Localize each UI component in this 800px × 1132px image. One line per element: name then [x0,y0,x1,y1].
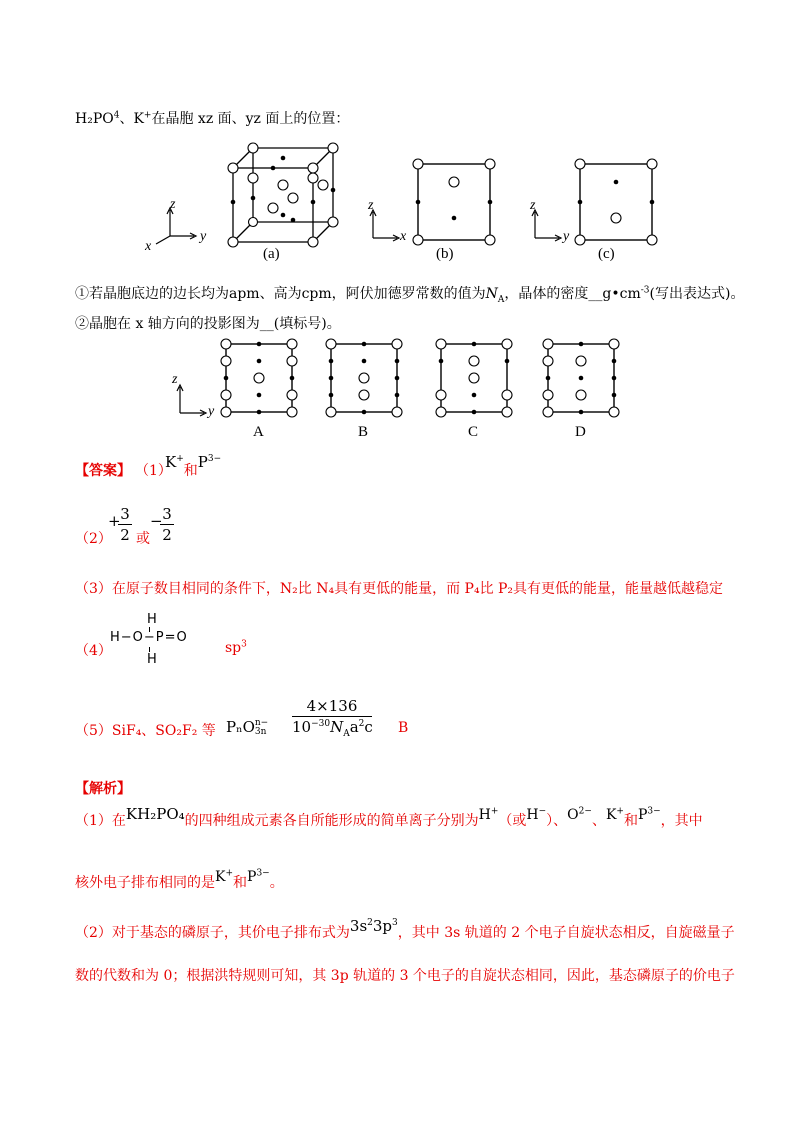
answer-1-and: 和 [183,463,198,479]
analysis-l3-cfg2: 3p [372,917,393,935]
analysis-l2-p [247,869,270,885]
analysis-l1-h2-sup: − [538,806,547,817]
question-2: ②晶胞在 x 轴方向的投影图为__(填标号)。 [75,316,341,332]
answer-5-choice: B [398,720,409,736]
structure-h-bottom: H [147,652,157,667]
answer-heading: 【答案】 [75,463,131,479]
axis-y-label-choices: y [208,404,215,419]
choice-d-label: D [575,424,586,440]
q1-text: ①若晶胞底边的边长均为apm、高为cpm，阿伏加德罗常数的值为 [75,286,486,302]
analysis-l3-cfg2-sup: 3 [392,918,398,928]
analysis-l1-o-sup: 2− [578,806,592,817]
choice-d-figure [542,338,622,418]
analysis-l1-p-text: P [637,807,648,823]
analysis-line-4: 数的代数和为 0；根据洪特规则可知，其 3p 轨道的 3 个电子的自旋状态相同，因此，基态磷原子的价电子 [75,968,735,984]
analysis-l2-a: 核外电子排布相同的是 [75,875,215,891]
axis-z-label: z [170,197,176,212]
axis-y-label: y [200,229,207,244]
analysis-l1-p-sup: 3− [647,806,661,817]
choice-a-label: A [253,424,264,440]
question-1 [75,283,744,303]
analysis-l1-h-text: H [478,807,491,823]
answer-1 [165,452,222,479]
answer-5-formula [226,718,268,737]
analysis-l1-h [479,807,499,823]
analysis-l2-k-text: K [215,869,226,885]
intro-line [75,108,349,128]
analysis-l1-and: 和 [623,813,638,829]
axis-z-label-c: z [530,198,536,213]
axis-x-label-b: x [400,229,407,244]
intro-tail: 在晶胞 xz 面、yz 面上的位置： [151,111,350,127]
analysis-l2-k [215,869,233,885]
axis-z-label-choices: z [172,372,178,387]
q1-na: N [485,286,498,302]
answer-5-denominator [292,718,373,739]
den-exp: −30 [311,719,331,729]
intro-k-sup: + [143,110,152,121]
analysis-line-1 [75,805,703,830]
choice-c-label: C [468,424,479,440]
answer-2-frac-2-num: 3 [162,505,172,523]
answer-5-density [292,697,373,739]
answer-2-plus: + [108,512,121,530]
analysis-l3-a: （2）对于基态的磷原子，其价电子排布式为 [75,925,350,941]
q1-na-sub: A [497,294,505,305]
answer-5-formula-sup: n− [254,718,269,728]
answer-5-numerator: 4×136 [306,697,358,715]
analysis-heading: 【解析】 [75,781,131,797]
answer-1-p-sup: 3− [207,454,222,464]
figure-a-cube [225,140,345,250]
analysis-l2-p-sup: 3− [256,868,270,879]
analysis-l2-k-sup: + [225,868,234,879]
choice-b-figure [325,338,405,418]
analysis-l1-b: 的四种组成元素各自所能形成的简单离子分别为 [184,813,479,829]
answer-4-sp: sp [225,640,242,656]
analysis-l1-c: ）、 [546,813,568,829]
intro-k: 、K [119,111,144,127]
choice-a-figure [220,338,300,418]
analysis-l1-e: ，其中 [660,813,703,829]
q1-exp: -3 [640,285,650,296]
answer-3: （3）在原子数目相同的条件下，N₂比 N₄具有更低的能量，而 P₄比 P₂具有更低的能量，能量越低越稳定 [75,581,724,597]
answer-4-hybrid [225,640,247,656]
analysis-l2-p-text: P [247,869,257,885]
answer-2-frac-1-den: 2 [120,526,130,544]
figure-c-label: (c) [598,246,615,262]
answer-1-k-sup: + [176,454,184,464]
analysis-l1-o-text: O [567,807,579,823]
analysis-l1-o [567,807,592,823]
answer-2-minus: − [150,512,163,530]
figure-b-face [412,158,497,248]
den-n-sub: A [343,729,350,739]
answer-2-frac-1 [118,505,132,544]
answer-2-frac-2-den: 2 [162,526,172,544]
intro-species: H₂PO [75,111,114,127]
analysis-l1-d: 、 [591,813,606,829]
analysis-l1-h-sup: + [490,806,499,817]
den-a: a [349,718,359,736]
analysis-l3-b: ，其中 3s 轨道的 2 个电子自旋状态相反，自旋磁量子 [397,925,735,941]
answer-1-num: （1） [135,463,172,479]
analysis-l1-k-text: K [605,807,617,823]
figure-a-label: (a) [263,246,280,262]
answer-5-formula-text: PₙO [226,718,255,736]
den-c: c [364,718,373,736]
analysis-line-3 [75,917,735,942]
choice-c-figure [435,338,515,418]
analysis-l3-config [350,917,398,935]
analysis-l1-h2-text: H [526,807,539,823]
axis-y-label-c: y [563,229,570,244]
analysis-l1-or: （或 [498,813,527,829]
choice-b-label: B [358,424,369,440]
analysis-l1-k [606,807,624,823]
analysis-l1-p [638,807,661,823]
analysis-l3-cfg: 3s [349,917,368,935]
answer-2-frac-2 [160,505,174,544]
analysis-l1-formula: KH₂PO₄ [125,805,185,823]
structure-main: H−O−P=O [110,630,188,645]
analysis-l2-and: 和 [233,875,248,891]
answer-4-num: （4） [75,643,112,659]
answer-1-p: P [197,453,208,471]
figure-b-label: (b) [436,246,454,262]
analysis-l1-a: （1）在 [75,813,126,829]
q1-rest: ，晶体的密度__g•cm [504,286,641,302]
answer-5-num: （5）SiF₄、SO₂F₂ 等 [75,723,216,739]
intro-species-sup: 4 [113,110,120,121]
den-a-sup: 2 [358,719,365,729]
figure-c-face [574,158,659,248]
analysis-line-2 [75,868,284,892]
answer-1-k: K [165,453,177,471]
answer-2-frac-1-num: 3 [120,505,130,523]
analysis-l3-cfg-sup: 2 [367,918,373,928]
den-n: N [330,718,344,736]
answer-2-num: （2） [75,531,112,547]
analysis-l2-end: 。 [269,875,284,891]
q1-tail: (写出表达式)。 [649,286,745,302]
axis-z-label-b: z [368,198,374,213]
analysis-l1-h2 [526,807,546,823]
analysis-l1-k-sup: + [616,806,624,817]
answer-2-or: 或 [136,531,150,547]
den-10: 10 [292,718,312,736]
axis-x-label: x [145,239,152,254]
answer-5-formula-sub: 3n [254,727,267,737]
structure-h-top: H [147,612,157,627]
answer-4-sp-sup: 3 [241,639,247,650]
